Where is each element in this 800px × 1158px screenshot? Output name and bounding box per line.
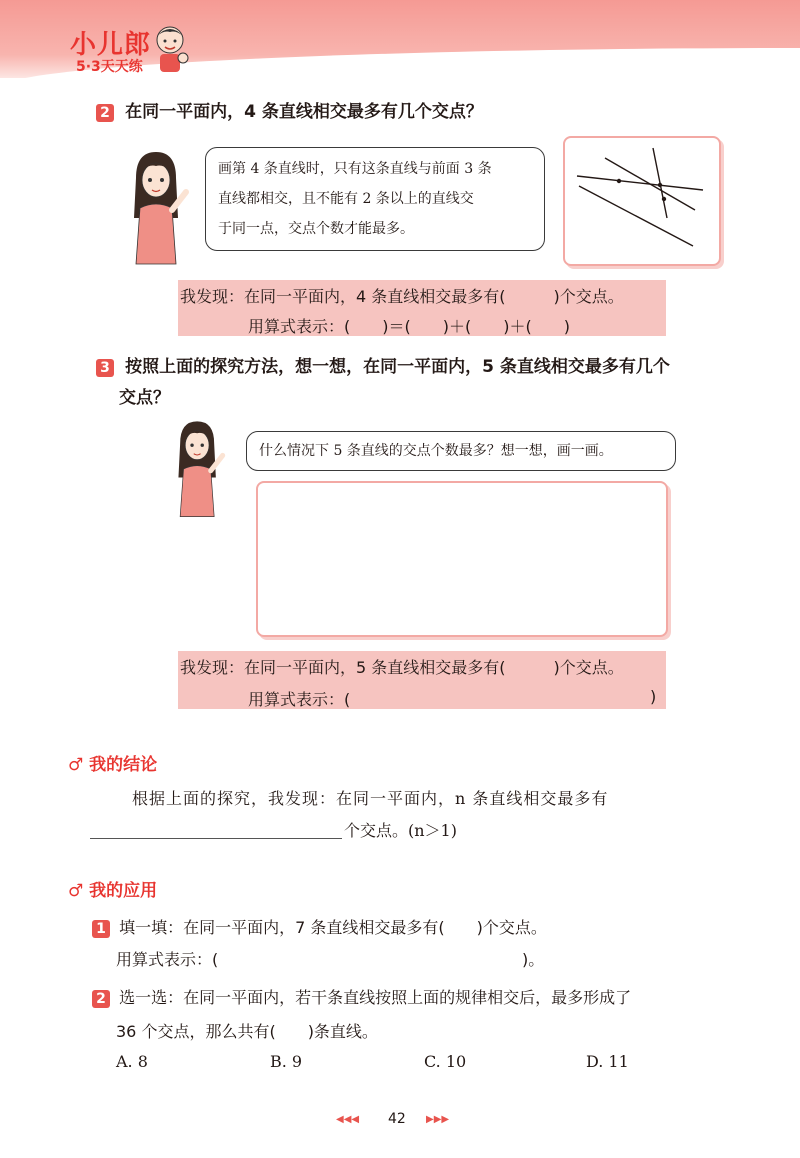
app-item-2 <box>92 985 631 1008</box>
q3-number-badge: 3 <box>96 359 114 377</box>
q2-discovery-text: 我发现：在同一平面内，4 条直线相交最多有( )个交点。 <box>180 287 624 306</box>
conclusion-answer-blank[interactable] <box>90 838 342 839</box>
girl-figure-icon <box>122 148 192 268</box>
figure-line-4 <box>579 186 693 246</box>
q2-title <box>96 97 483 122</box>
q2-hint-line-3: 于同一点，交点个数才能最多。 <box>218 221 414 237</box>
q3-hint-text: 什么情况下 5 条直线的交点个数最多？想一想，画一画。 <box>259 443 613 459</box>
q3-formula-right: ) <box>650 687 657 706</box>
app-item-2-badge: 2 <box>92 990 110 1008</box>
q3-formula-left: 用算式表示：( <box>248 690 351 709</box>
app-item-2-line-2: 36 个交点，那么共有( )条直线。 <box>116 1022 378 1041</box>
page-number: 42 <box>388 1111 406 1127</box>
q2-hint-line-1: 画第 4 条直线时，只有这条直线与前面 3 条 <box>218 161 492 177</box>
q3-question-line-1: 按照上面的探究方法，想一想，在同一平面内，5 条直线相交最多有几个 <box>125 357 670 377</box>
application-title: 我的应用 <box>89 881 158 901</box>
footer-left-arrows-icon: ◀◀◀ <box>336 1114 360 1125</box>
q3-question-line-2: 交点？ <box>119 388 170 408</box>
app-item-1 <box>92 915 547 938</box>
app-item-2-line-1: 选一选：在同一平面内，若干条直线按照上面的规律相交后，最多形成了 <box>119 988 632 1007</box>
girl-figure-icon <box>168 418 228 520</box>
q3-discovery-text: 我发现：在同一平面内，5 条直线相交最多有( )个交点。 <box>180 658 624 677</box>
option-a[interactable]: A. 8 <box>116 1052 148 1071</box>
footer-right-arrows-icon: ▶▶▶ <box>426 1114 450 1125</box>
q2-formula-text: 用算式表示：( )＝( )＋( )＋( ) <box>248 317 570 336</box>
logo-subtitle: 5·3天天练 <box>76 59 143 75</box>
app-item-1-line-1: 填一填：在同一平面内，7 条直线相交最多有( )个交点。 <box>119 918 547 937</box>
conclusion-title: 我的结论 <box>89 755 158 775</box>
conclusion-line-1: 根据上面的探究，我发现：在同一平面内，n 条直线相交最多有 <box>132 789 609 808</box>
q2-question: 在同一平面内，4 条直线相交最多有几个交点？ <box>125 102 483 122</box>
conclusion-line-2: 个交点。(n＞1) <box>344 821 457 840</box>
conclusion-heading <box>68 750 157 775</box>
section-marker-icon: ♂ <box>68 755 84 775</box>
section-marker-icon: ♂ <box>68 881 84 901</box>
logo-title: 小儿郎 <box>70 30 152 60</box>
app-item-1-badge: 1 <box>92 920 110 938</box>
q3-drawing-area[interactable] <box>256 481 668 637</box>
q3-title <box>96 352 670 377</box>
figure-line-2 <box>605 158 695 210</box>
application-heading <box>68 876 157 901</box>
option-b[interactable]: B. 9 <box>270 1052 303 1071</box>
q2-hint-bubble <box>205 147 545 251</box>
app-item-1-formula-left: 用算式表示：( <box>116 950 219 969</box>
mascot-icon <box>150 22 190 74</box>
app-item-1-formula-right: )。 <box>522 950 545 969</box>
option-d[interactable]: D. 11 <box>586 1052 629 1071</box>
option-c[interactable]: C. 10 <box>424 1052 467 1071</box>
q2-number-badge: 2 <box>96 104 114 122</box>
q2-lines-figure <box>563 136 721 266</box>
q3-hint-bubble <box>246 431 676 471</box>
q2-hint-line-2: 直线都相交，且不能有 2 条以上的直线交 <box>218 191 474 207</box>
